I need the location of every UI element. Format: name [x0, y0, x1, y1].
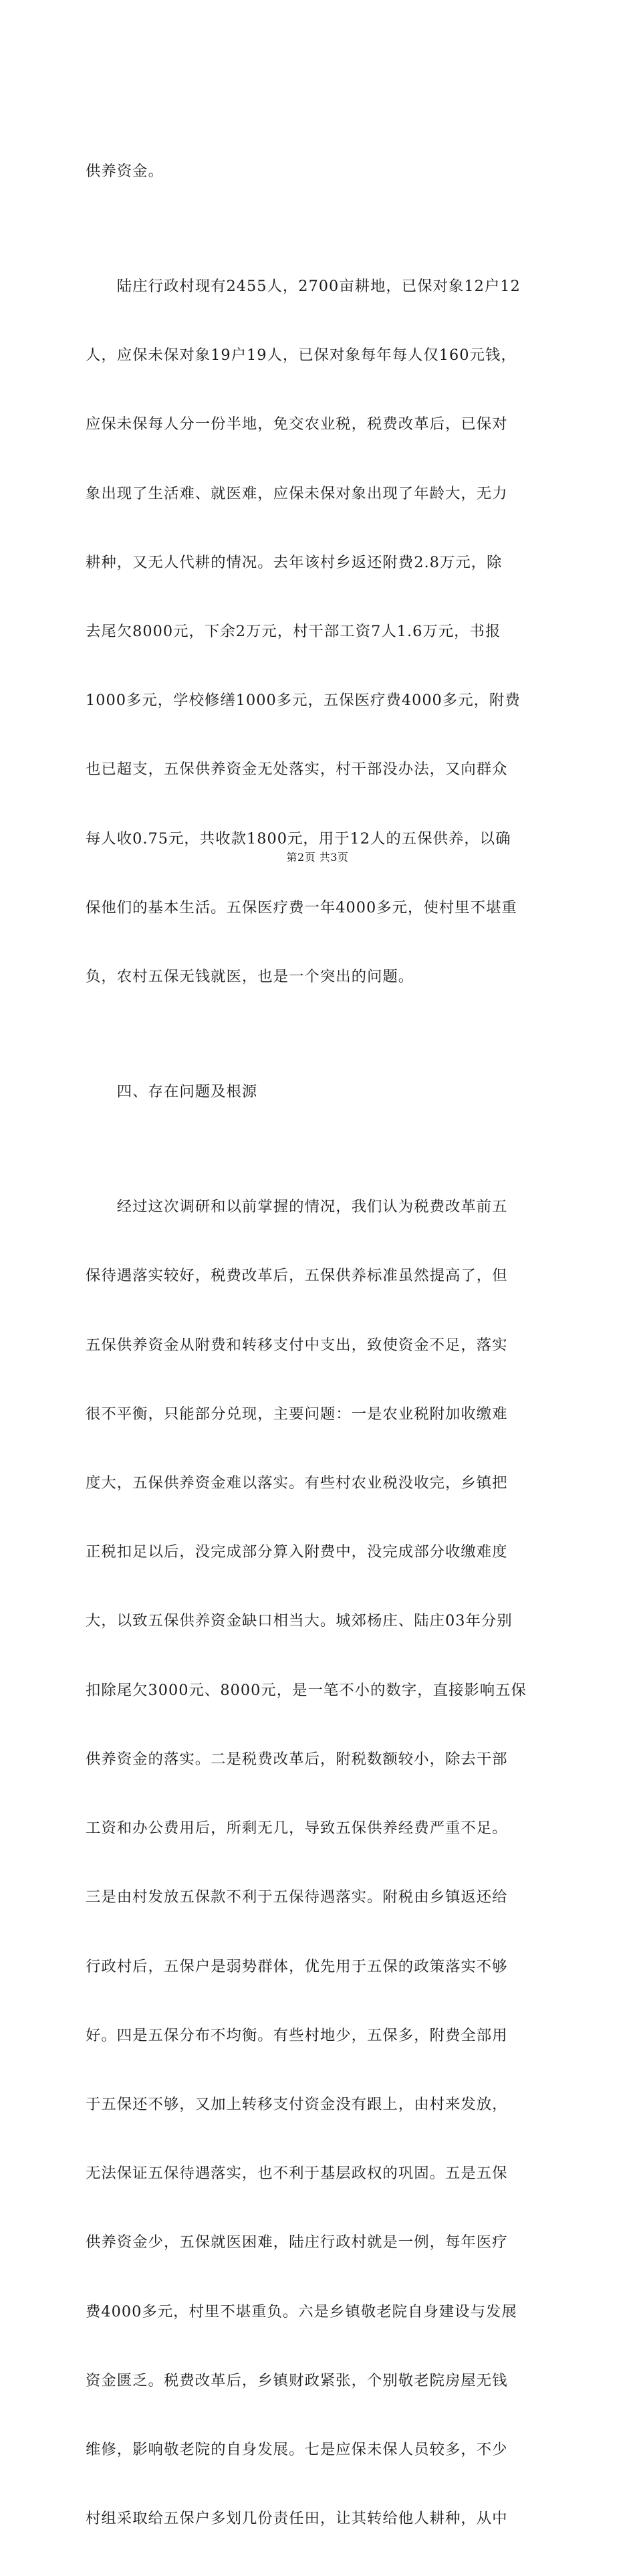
- text-line: 费4000多元，村里不堪重负。六是乡镇敬老院自身建设与发展: [86, 2302, 517, 2320]
- document-body: [86, 114, 553, 2576]
- text-line: 无法保证五保待遇落实，也不利于基层政权的巩固。五是五保: [86, 2165, 508, 2183]
- text-line: 负，农村五保无钱就医，也是一个突出的问题。: [86, 968, 414, 986]
- text-line: 耕种，又无人代耕的情况。去年该村乡返还附费2.8万元，除: [86, 553, 503, 571]
- text-line: 供养资金少，五保就医困难，陆庄行政村就是一例，每年医疗: [86, 2234, 508, 2252]
- text-line: 大，以致五保供养资金缺口相当大。城郊杨庄、陆庄03年分别: [86, 1612, 513, 1630]
- text-line: 五保供养资金从附费和转移支付中支出，致使资金不足，落实: [86, 1336, 508, 1354]
- section-heading-text: 四、存在问题及根源: [86, 1083, 258, 1101]
- paragraph-luzhuang-village: [86, 229, 553, 1034]
- text-line: 供养资金的落实。二是税费改革后，附税数额较小，除去干部: [86, 1750, 508, 1768]
- text-line: 扣除尾欠3000元、8000元，是一笔不小的数字，直接影响五保: [86, 1681, 527, 1699]
- text-line: 人，应保未保对象19户19人，已保对象每年每人仅160元钱，: [86, 346, 517, 365]
- text-line: 正税扣足以后，没完成部分算入附费中，没完成部分收缴难度: [86, 1543, 508, 1561]
- text-line: 保他们的基本生活。五保医疗费一年4000多元，使村里不堪重: [86, 898, 517, 916]
- text-line: 很不平衡，只能部分兑现，主要问题：一是农业税附加收缴难: [86, 1405, 508, 1423]
- text-line: 维修，影响敬老院的自身发展。七是应保未保人员较多，不少: [86, 2441, 508, 2459]
- text-line: 每人收0.75元，共收款1800元，用于12人的五保供养，以确: [86, 829, 511, 848]
- section-heading: [86, 1034, 553, 1149]
- text-line: 应保未保每人分一份半地，免交农业税，税费改革后，已保对: [86, 415, 508, 433]
- text-line: 经过这次调研和以前掌握的情况，我们认为税费改革前五: [86, 1198, 508, 1216]
- text-line: 保待遇落实较好，税费改革后，五保供养标准虽然提高了，但: [86, 1267, 508, 1285]
- text-line: 于五保还不够，又加上转移支付资金没有跟上，由村来发放，: [86, 2095, 508, 2113]
- text-line: 1000多元，学校修缮1000多元，五保医疗费4000多元，附费: [86, 692, 521, 710]
- text-line: 工资和办公费用后，所剩无几，导致五保供养经费严重不足。: [86, 1819, 508, 1838]
- text-line: 去尾欠8000元，下余2万元，村干部工资7人1.6万元，书报: [86, 622, 501, 640]
- paragraph-continuation: [86, 114, 553, 229]
- text-line: 资金匮乏。税费改革后，乡镇财政紧张，个别敬老院房屋无钱: [86, 2371, 508, 2389]
- page-footer: [0, 851, 635, 864]
- page-number-label: 第2页 共3页: [286, 851, 349, 864]
- text-line: 也已超支，五保供养资金无处落实，村干部没办法，又向群众: [86, 761, 508, 779]
- text-line: 三是由村发放五保款不利于五保待遇落实。附税由乡镇返还给: [86, 1888, 508, 1906]
- text-line: 供养资金。: [86, 162, 164, 180]
- text-line: 行政村后，五保户是弱势群体，优先用于五保的政策落实不够: [86, 1957, 508, 1975]
- text-line: 陆庄行政村现有2455人，2700亩耕地，已保对象12户12: [86, 277, 521, 295]
- paragraph-problems: [86, 1149, 553, 2576]
- text-line: 好。四是五保分布不均衡。有些村地少，五保多，附费全部用: [86, 2026, 508, 2044]
- text-line: 度大，五保供养资金难以落实。有些村农业税没收完，乡镇把: [86, 1474, 508, 1492]
- text-line: 村组采取给五保户多划几份责任田，让其转给他人耕种，从中: [86, 2510, 508, 2528]
- text-line: 象出现了生活难、就医难，应保未保对象出现了年龄大，无力: [86, 484, 508, 502]
